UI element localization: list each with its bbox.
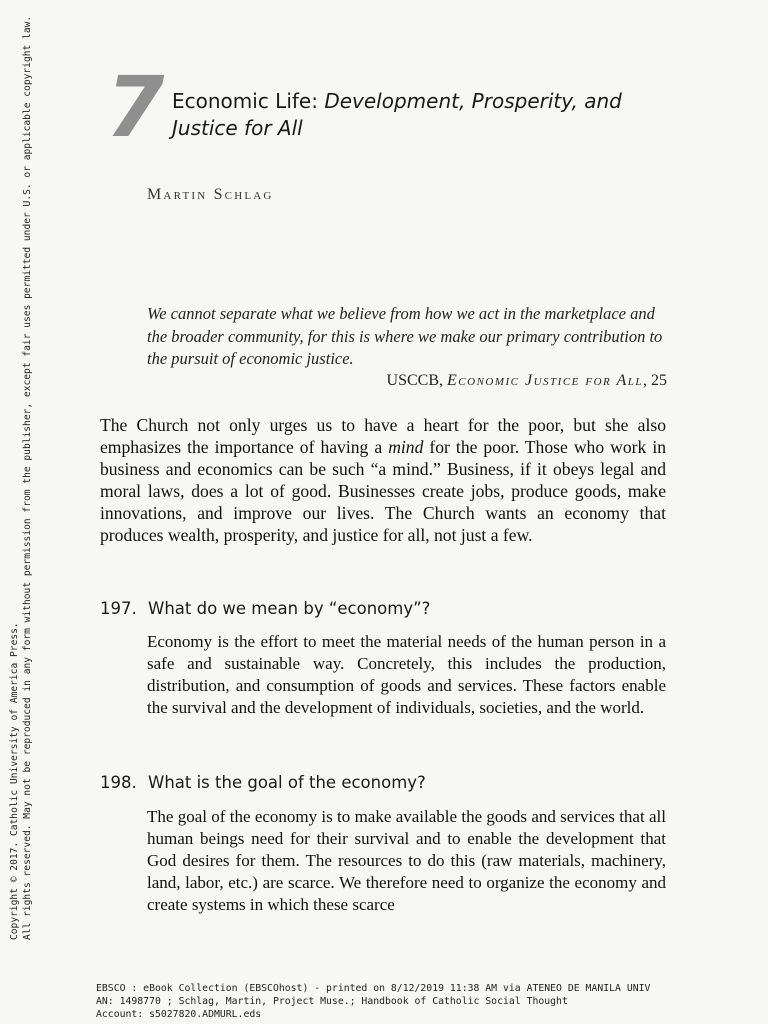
question-text: What is the goal of the economy? <box>148 773 426 792</box>
question-number: 197. <box>100 599 137 618</box>
chapter-author: Martin Schlag <box>147 186 274 203</box>
answer-paragraph-197: Economy is the effort to meet the material needs of the human person in a safe and sustainable way. Concretely, this includes the production, distribution, and consumption of goods and services. These factors enable the survival and the development of individuals, societies, and the world. <box>147 632 666 717</box>
epigraph-source <box>147 370 667 392</box>
epigraph-source-work: Economic Justice for All <box>447 372 643 389</box>
question-heading-197 <box>100 598 430 620</box>
chapter-title-plain: Economic Life: <box>172 89 325 113</box>
chapter-title-italic: Development, Prosperity, and Justice for All <box>172 89 622 140</box>
question-text: What do we mean by “economy”? <box>148 599 431 618</box>
question-heading-198 <box>100 772 426 794</box>
epigraph-text: We cannot separate what we believe from how we act in the marketplace and the broader community, for this is where we make our primary contribution to the pursuit of economic justice. <box>147 304 663 368</box>
copyright-line-2: All rights reserved. May not be reproduced in any form without permission from the publisher, except fair uses permitted under U.S. or applicable copyright law. <box>22 15 33 940</box>
intro-part-2: for the poor. Those who work in business and economics can be such “a mind.” Business, if it obeys legal and moral laws, does a lot of good. Businesses create jobs, produce goods, make innovations, and improve our lives. The Church wants an economy that produces wealth, prosperity, and justice for all, not just a few. <box>100 437 667 545</box>
chapter-title <box>172 88 672 142</box>
print-footer <box>96 982 650 1021</box>
intro-emphasis: mind <box>388 437 424 457</box>
epigraph-source-page: , 25 <box>643 372 667 389</box>
question-number: 198. <box>100 773 137 792</box>
intro-part-1: The Church not only urges us to have a heart for the poor, but she also emphasizes the importance of having a <box>100 415 666 457</box>
footer-line-2: AN: 1498770 ; Schlag, Martin, Project Muse.; Handbook of Catholic Social Thought <box>96 996 568 1007</box>
intro-paragraph <box>100 414 666 546</box>
chapter-number: 7 <box>106 58 165 156</box>
footer-line-3: Account: s5027820.ADMURL.eds <box>96 1009 262 1020</box>
copyright-notice <box>8 15 34 940</box>
copyright-line-1: Copyright © 2017. Catholic University of America Press. <box>9 622 20 940</box>
epigraph-source-org: USCCB, <box>386 372 448 389</box>
footer-line-1: EBSCO : eBook Collection (EBSCOhost) - printed on 8/12/2019 11:38 AM via ATENEO DE MANILA UNIV <box>96 983 651 994</box>
answer-paragraph-198: The goal of the economy is to make available the goods and services that all human beings need for their survival and to enable the development that God desires for them. The resources to do this (raw materials, machinery, land, labor, etc.) are scarce. We therefore need to organize the economy and create systems in which these scarce <box>147 807 666 914</box>
